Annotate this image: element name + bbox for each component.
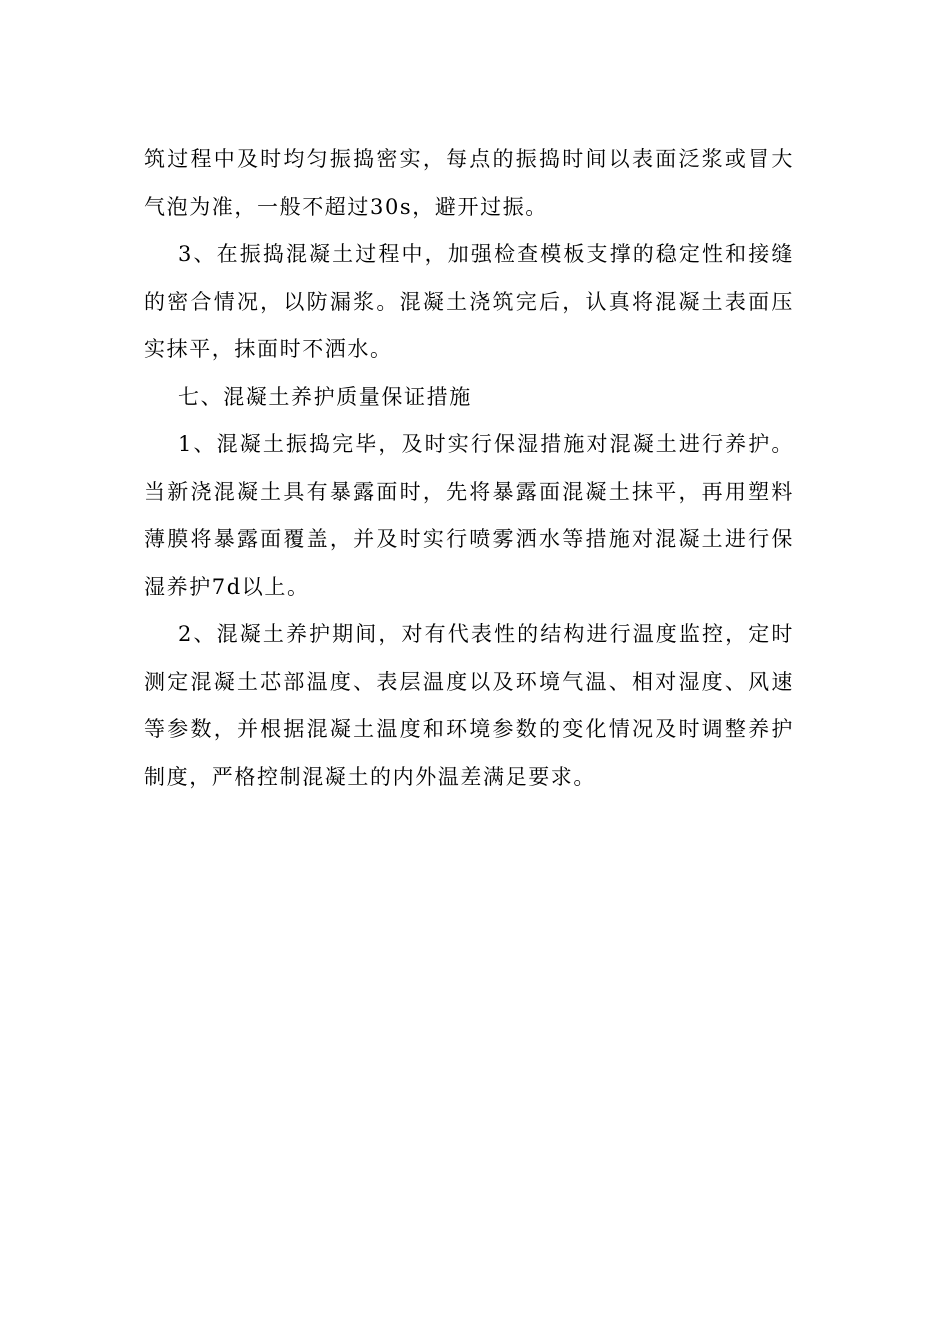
section-heading-7: 七、混凝土养护质量保证措施 [178,384,472,409]
paragraph-continuation: 筑过程中及时均匀振捣密实，每点的振捣时间以表面泛浆或冒大气泡为准，一般不超过30s，避开过振。 [144,147,794,219]
paragraph-item-3: 3、在振捣混凝土过程中，加强检查模板支撑的稳定性和接缝的密合情况，以防漏浆。混凝土浇筑完后，认真将混凝土表面压实抹平，抹面时不洒水。 [144,242,794,361]
paragraph-item-2: 2、混凝土养护期间，对有代表性的结构进行温度监控，定时测定混凝土芯部温度、表层温度以及环境气温、相对湿度、风速等参数，并根据混凝土温度和环境参数的变化情况及时调整养护制度，严格控制混凝土的内外温差满足要求。 [144,622,794,789]
paragraph-item-1: 1、混凝土振捣完毕，及时实行保湿措施对混凝土进行养护。当新浇混凝土具有暴露面时，先将暴露面混凝土抹平，再用塑料薄膜将暴露面覆盖，并及时实行喷雾洒水等措施对混凝土进行保湿养护7d以上。 [144,432,794,599]
document-body [144,136,794,801]
